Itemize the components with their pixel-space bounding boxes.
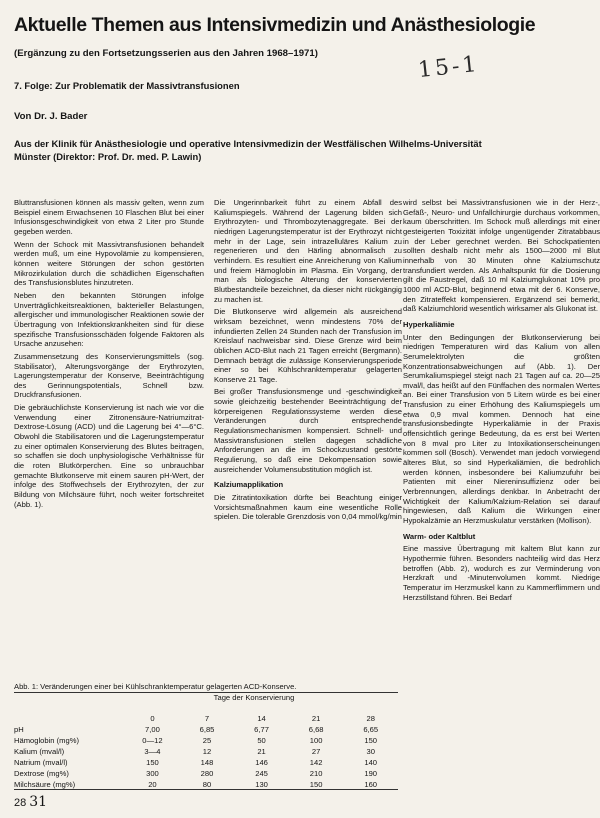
table-span-header: Tage der Konservierung xyxy=(213,693,295,702)
paragraph: Die Blutkonserve wird allgemein als ausreichend wirksam bezeichnet, wenn mindestens 70% der infundierten Zellen 24 Stunden nach der Transfusion im Kreislauf nachweisbar sind. Diese Grenze wird beim üblichen ACD-Blut nach 21 Tagen erreicht (Bergmann). Demnach beträgt die zulässige Konservierungsperiode einer so bei Kühlschranktemperatur gelagerten Konserve 21 Tage. xyxy=(214,307,402,384)
paragraph: Bei großer Transfusionsmenge und -geschwindigkeit sowie gleichzeitig bestehender Beeinträchtigung der körpereigenen Regulationssysteme werden diese Veränderungen durch entsprechende Regulationsmechanismen kompensiert. Schnell- und Massivtransfusionen stellen dagegen schädliche Anforderungen an die im Schockzustand gestörte Regulierung, so daß eine Dekompensation sowie ausreichender Volumensubstitution möglich ist. xyxy=(214,387,402,474)
table-cell: 6,65 xyxy=(363,725,379,734)
column-header: 0 xyxy=(150,714,155,723)
paragraph: Eine massive Übertragung mit kaltem Blut kann zur Hypothermie führen. Besonders nachteilig wird das Herz betroffen (Abb. 2), wodurch es zur Verminderung von Herzkraft und -Minutenvolumen kommt. Niedrige Temperatur im Herzmuskel kann zu Kammerflimmern und Herzstillstand führen. Bei Bedarf xyxy=(403,544,600,602)
row-label: Hämoglobin (mg%) xyxy=(14,736,79,745)
table-cell: 300 xyxy=(146,769,159,778)
table-cell: 30 xyxy=(366,747,375,756)
column-header: 7 xyxy=(204,714,210,723)
table-cell: 6,77 xyxy=(254,725,269,734)
paragraph: Die gebräuchlichste Konservierung ist nach wie vor die Verwendung einer Zitronensäure-Natriumzitrat-Dextrose-Lösung (ACD) und die Lagerung bei 4°—6°C. Obwohl die Stabilisatoren und die Lagerungstemperatur zu einer optimalen Konservierung des Blutes beitragen, so schaffen sie doch unphysiologische Verhältnisse für die roten Blutkörperchen. Eine so unbrauchbar gemachte Blutkonserve mit einem sauren pH-Wert, der infolge des Stoffwechsels der Erythrozyten, der zur Bildung von Milchsäure führt, noch weiter fortschreitet (Abb. 1). xyxy=(14,403,204,509)
text-column-1 xyxy=(14,198,204,728)
paragraph: Wenn der Schock mit Massivtransfusionen behandelt werden muß, um eine Hypovolämie zu kompensieren, können weitere Störungen der schon gestörten Mikrozirkulation durch die schädlichen Eigenschaften des Transfusionsblutes hinzutreten. xyxy=(14,239,204,288)
row-label: Natrium (mval/l) xyxy=(14,758,68,767)
table-cell: 100 xyxy=(309,736,323,745)
section-heading: Hyperkaliämie xyxy=(403,319,455,329)
table-cell: 150 xyxy=(364,736,378,745)
table-rule xyxy=(14,789,398,790)
table-cell: 27 xyxy=(311,747,321,756)
column-header: 14 xyxy=(257,714,266,723)
affiliation: Aus der Klinik für Anästhesiologie und operative Intensivmedizin der Westfälischen Wilhelms-Universität Münster (Direktor: Prof. Dr. med. P. Lawin) xyxy=(14,138,482,162)
table-cell: 50 xyxy=(257,736,266,745)
table-cell: 6,68 xyxy=(308,725,324,734)
table-row xyxy=(14,746,398,757)
text-column-2 xyxy=(214,198,402,646)
table-row xyxy=(14,768,398,779)
table-header-row xyxy=(14,713,398,724)
column-header: 28 xyxy=(366,714,375,723)
column-header: 21 xyxy=(311,714,321,723)
table-cell: 21 xyxy=(257,747,266,756)
table-cell: 130 xyxy=(255,780,268,789)
table-cell: 150 xyxy=(146,758,159,767)
table-cell: 280 xyxy=(200,769,214,778)
table-cell: 80 xyxy=(202,780,212,789)
subtitle: (Ergänzung zu den Fortsetzungsserien aus den Jahren 1968–1971) xyxy=(14,48,318,59)
table-cell: 210 xyxy=(309,769,323,778)
row-label: pH xyxy=(14,725,24,734)
paragraph: Die Zitratintoxikation dürfte bei Beachtung einiger Vorsichtsmaßnahmen kaum eine wesentliche Rolle spielen. Die tolerable Grenzdosis von 0,04 mmol/kg/min xyxy=(214,493,402,522)
table-cell: 146 xyxy=(255,758,268,767)
table-row xyxy=(14,724,398,735)
table-caption: Abb. 1: Veränderungen einer bei Kühlschranktemperatur gelagerten ACD-Konserve. xyxy=(14,682,297,691)
table-row xyxy=(14,757,398,768)
table-cell: 25 xyxy=(202,736,212,745)
table-cell: 140 xyxy=(364,758,378,767)
page-title: Aktuelle Themen aus Intensivmedizin und Anästhesiologie xyxy=(14,14,536,36)
paragraph: Unter den Bedingungen der Blutkonservierung bei niedrigen Temperaturen wird das Kalium von allen Serumelektrolyten die größten Konzentrationsabweichungen auf (Abb. 1). Der Serumkaliumspiegel steigt nach 21 Tagen auf ca. 20—25 mval/l, das heißt auf den Fünffachen des normalen Wertes an. Bei einer Transfusion von 5 Litern würde es bei einer Transfusion zu einer Erhöhung des Kaliumspiegels um etwa 0,9 mval kommen. Dennoch hat eine transfusionsbedingte Hyperkaliämie in der Praxis offensichtlich geringe Bedeutung, da es erst bei Werten von 8 mval pro Liter zu Intoxikationserscheinungen kommen soll (Bosch). Verwendet man jedoch vorwiegend älteres Blut, so sind Hyperkaliämien, die bedrohlich werden können, insbesondere bei Kaliumzufuhr bei Patienten mit einer Niereninsuffizienz oder bei Verbrennungen, allerdings denkbar. In Anbetracht der Wichtigkeit der Kalium/Kalzium-Relation sei darauf hingewiesen, daß Kalium die Wirkungen einer Hypokalzämie an Herzmuskulatur verstärken (Mollison). xyxy=(403,332,600,525)
author: Von Dr. J. Bader xyxy=(14,111,88,122)
data-table xyxy=(14,713,398,790)
table-cell: 160 xyxy=(364,780,378,789)
paragraph: Neben den bekannten Störungen infolge Unverträglichkeitsreaktionen, bakterieller Belastungen, allergischer und immunologischer Reaktionen sowie der Übertragung von Infektionskrankheiten sind für diese spezifische Transfusionsschäden folgende Faktoren als Ursache anzusehen: xyxy=(14,290,204,349)
table-cell: 3—4 xyxy=(144,747,161,756)
table-cell: 20 xyxy=(148,780,157,789)
row-label: Kalium (mval/l) xyxy=(14,747,65,756)
table-cell: 190 xyxy=(364,769,378,778)
table-cell: 6,85 xyxy=(199,725,215,734)
paragraph: wird selbst bei Massivtransfusionen wie in der Herz-, Gefäß-, Neuro- und Unfallchirurgie durchaus vorkommen, kaum überschritten. Im Schock muß allerdings mit einer gesteigerten Toxizität infolge ungenügender Zitratabbaus in der Leber gerechnet werden. Bei Schockpatienten sollten deshalb nicht mehr als 1500—2000 ml Blut innerhalb von 30 Minuten ohne Kalziumschutz transfundiert werden. Als Anhaltspunkt für die Dosierung gilt die Faustregel, daß 10 ml Kalziumglukonat 10% pro 1000 ml ACD-Blut, beginnend etwa mit der 6. Konserve, den Zitrateffekt kompensieren. Ergänzend sei bemerkt, daß Kalziumchlorid wesentlich wirksamer als Glukonat ist. xyxy=(403,198,600,314)
section-heading: Warm- oder Kaltblut xyxy=(403,531,476,541)
table-cell: 7,00 xyxy=(145,725,160,734)
row-label: Dextrose (mg%) xyxy=(14,769,69,778)
table-cell: 150 xyxy=(309,780,323,789)
table-cell: 12 xyxy=(202,747,212,756)
handwritten-page-number: 31 xyxy=(29,794,48,810)
table-cell: 0—12 xyxy=(142,736,163,745)
section-heading: Kalziumapplikation xyxy=(214,480,284,490)
paragraph: Bluttransfusionen können als massiv gelten, wenn zum Beispiel einem Erwachsenen 10 Flaschen Blut bei einer Infusionsgeschwindigkeit von etwa 2 Liter pro Stunde gegeben werden. xyxy=(14,198,204,236)
paragraph: Die Ungerinnbarkeit führt zu einem Abfall des Kaliumspiegels. Während der Lagerung bilden sich Erythrozyten- und Thrombozytenaggregate. Bei der niedrigen Lagerungstemperatur ist der Erythrozyt nicht mehr in der Lage, sein intrazelluläres Kalium zu regenerieren und den Härling abnormalisch zu verhindern. Es resultiert eine Anreicherung von Kalium und freiem Hämoglobin im Plasma. Ein Vorgang, der man als biologische Alterung der konservierten Blutbestandteile bezeichnet, da dieser nicht rückgängig zu machen ist. xyxy=(214,198,402,304)
table-cell: 142 xyxy=(309,758,323,767)
table-cell: 148 xyxy=(200,758,214,767)
table-cell: 245 xyxy=(255,769,268,778)
handwritten-note: 15-1 xyxy=(416,51,481,84)
page-number: 28 xyxy=(14,797,27,809)
series-heading: 7. Folge: Zur Problematik der Massivtransfusionen xyxy=(14,80,240,91)
page-footer xyxy=(14,794,47,810)
text-column-3 xyxy=(403,198,600,806)
paragraph: Zusammensetzung des Konservierungsmittels (sog. Stabilisator), Alterungsvorgänge der Erythrozyten, Lagerungstemperatur der Konserve, Beeinträchtigung des Gerinnungspotentials, Schnell bzw. Druckfransfusionen. xyxy=(14,351,204,400)
table-row xyxy=(14,735,398,746)
row-label: Milchsäure (mg%) xyxy=(14,780,76,789)
